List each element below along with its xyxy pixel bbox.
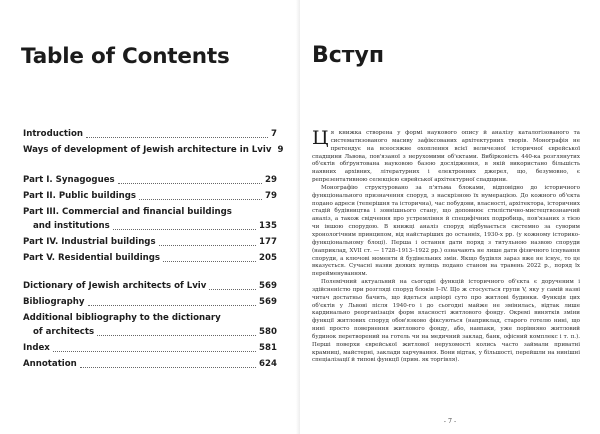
- toc-entry-dictionary[interactable]: [23, 281, 277, 292]
- toc-entry-label: Annotation: [23, 359, 77, 369]
- toc-entry-label: Introduction: [23, 129, 84, 139]
- toc-title: Table of Contents: [21, 44, 230, 69]
- page-number: [440, 418, 460, 425]
- intro-paragraph: [312, 130, 580, 185]
- toc-entry-label-cont: and institutions: [33, 221, 110, 231]
- toc-entry-part-4[interactable]: [23, 237, 277, 248]
- toc-entry-introduction[interactable]: [23, 129, 277, 140]
- toc-entry-label-cont: of architects: [33, 327, 95, 337]
- dot-leader: [86, 137, 268, 138]
- dot-leader: [118, 183, 262, 184]
- drop-cap: Ц: [312, 130, 329, 149]
- dot-leader: [139, 199, 262, 200]
- toc-entry-page: 569: [259, 297, 277, 307]
- right-page: [300, 0, 600, 434]
- toc-entry-part-1[interactable]: [23, 175, 277, 186]
- toc-entry-page: 177: [259, 237, 277, 247]
- intro-body: [312, 130, 580, 410]
- page-number-ornament-right: •: [453, 419, 457, 424]
- toc-entry-index[interactable]: [23, 343, 277, 354]
- toc-entry-page: 29: [265, 175, 277, 185]
- toc-entry-page: 7: [271, 129, 277, 139]
- toc-entry-page: 580: [259, 327, 277, 337]
- toc-entry-additional-bibliography[interactable]: [23, 327, 277, 338]
- intro-paragraph-text: я книжка створена у формі наукового опису й аналізу каталогізованого та систематизованого масиву зафіксованих архітектурних творів. Монографія не претендує на всеосяжне охоплення всієї величезної історичної єврейської спадщини Львова, пов'язаної з нерухомими об'єктами. Вибірковість 440-ка розглянутих об'єктів обґрунтована науковою базою дослідження, в якій використано більшість наявних архівних, літературних і електронних джерел, що, безумовно, є репрезентативною селекцією єврейської архітектурної спадщини.: [312, 130, 580, 184]
- toc-entry-page: 205: [259, 253, 277, 263]
- toc-entry-page: 624: [259, 359, 277, 369]
- intro-paragraph: Монографію структуровано за п'ятьма блоками, відповідно до історичного функціонального призначення споруд, з наскрізною їх нумерацією. До кожного об'єкта подано адреси (теперішня та історична), час побудови, власності, архітектора, історичних стадій будівництва і зовнішнього стану, що доповнює стилістично-мистецтвознавчий аналіз, а також свідчення про устремління й специфічних подробиць, пов'язаних з тією чи іншою спорудою. В книжці аналіз споруд відбувається системно за суворим хронологічним принципом, від найстаріших до останніх, 1930-х рр. (у кожному історико-функціональному блоці). Перша і остання дати поряд з титульною назвою споруди (наприклад, XVII ст. — 1728–1913–1922 рр.) означають не лише дати фізичного існування споруди, а ключові моменти й будівельних змін. Якщо будівля зараз вже не існує, то це вказується. Сучасні назви деяких вулиць подано станом на травень 2022 р., поряд їх перейменуванням.: [312, 184, 580, 278]
- toc-entry-page: 79: [265, 191, 277, 201]
- dot-leader: [80, 367, 256, 368]
- toc-entry-label: Part IV. Industrial buildings: [23, 237, 156, 247]
- toc-entry-part-2[interactable]: [23, 191, 277, 202]
- toc-entry-label: Index: [23, 343, 50, 353]
- toc-entry-label: Part II. Public buildings: [23, 191, 137, 201]
- dot-leader: [53, 351, 256, 352]
- toc-entry-part-3[interactable]: [23, 221, 277, 232]
- toc-entry-label: Ways of development of Jewish architecture in Lviv: [23, 145, 272, 155]
- toc-entry-part-5[interactable]: [23, 253, 277, 264]
- dot-leader: [97, 335, 256, 336]
- toc-entry-page: 569: [259, 281, 277, 291]
- toc-entry-page: 9: [277, 145, 284, 155]
- page-number-value: 7: [448, 418, 452, 425]
- dot-leader: [159, 245, 256, 246]
- toc-entry-part-3-line1[interactable]: Part III. Commercial and financial buildings: [23, 207, 232, 217]
- toc-entry-page: 135: [259, 221, 277, 231]
- page-number-ornament-left: •: [443, 419, 447, 424]
- toc-entry-label: Dictionary of Jewish architects of Lviv: [23, 281, 207, 291]
- dot-leader: [88, 305, 257, 306]
- dot-leader: [163, 261, 256, 262]
- intro-paragraph: Полемічний актуальний на сьогодні функцій історичного об'єкта є дорученим і здійсненістю при розгляді споруд блоків I–IV. Що ж стосується групи V, яку у самій назві читач достатньо бачить, що йдеться апріорі суто про житлові будинки. Функція цих об'єктів у Львові після 1940-го і до сьогодні майже не змінилась, відтак лише кардинально реорганізація форм власності житлового фонду. Окремі винятків зміни функції житлових споруд обов'язково фіксуються (наприклад, старого готелю нині, що нині просто повернення житлового фонду, або, навпаки, уже порівняно житловий будинок перетворений на готель чи на медичний заклад, банк, офісний комплекс і т. п.). Перші поверхи єврейської житлової нерухомості колись часто займали приватні крамниці, майстерні, заклади харчування. Вони відтак, у більшості, перейшли на нинішні спеціалізації й типові функції (прим. як торгівля).: [312, 279, 580, 364]
- toc-entry-bibliography[interactable]: [23, 297, 277, 308]
- dot-leader: [113, 229, 256, 230]
- toc-entry-annotation[interactable]: [23, 359, 277, 370]
- toc-entry-label: Part V. Residential buildings: [23, 253, 161, 263]
- toc-entry-label: Part I. Synagogues: [23, 175, 115, 185]
- toc-entry-page: 581: [259, 343, 277, 353]
- toc-entry-ways-of-development[interactable]: [23, 145, 284, 156]
- toc-entry-label: Bibliography: [23, 297, 85, 307]
- intro-title: Вступ: [312, 43, 385, 68]
- toc-entry-additional-bibliography-line1[interactable]: Additional bibliography to the dictionary: [23, 313, 221, 323]
- dot-leader: [209, 289, 256, 290]
